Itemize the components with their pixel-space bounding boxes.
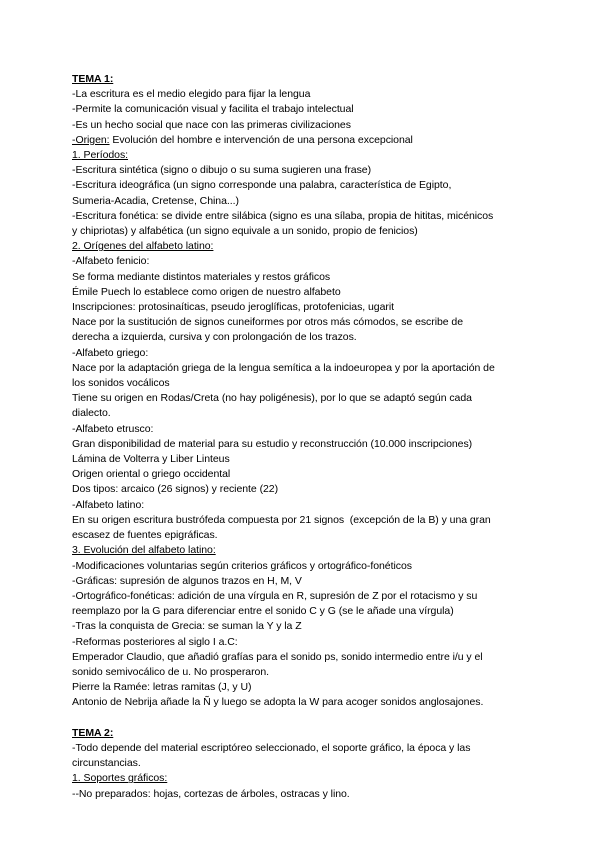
tema1-s2-line-16: Dos tipos: arcaico (26 signos) y reciente (22) [72, 483, 279, 496]
tema1-s3-line-10: Antonio de Nebrija añade la Ñ y luego se adopta la W para acoger sonidos anglosajones. [72, 696, 484, 709]
tema1-s2-line-6: derecha a izquierda, cursiva y con prolongación de los trazos. [72, 331, 357, 344]
tema1-s2-line-4: Inscripciones: protosinaíticas, pseudo jeroglíficas, protofenicias, ugarit [72, 301, 394, 314]
tema1-s1-line-2: -Escritura ideográfica (un signo corresponde una palabra, característica de Egipto, [72, 179, 452, 192]
tema1-s1-line-5: y chipriotas) y alfabética (un signo equivale a un sonido, propio de fenicios) [72, 225, 418, 238]
tema2-title: TEMA 2: [72, 726, 114, 739]
tema1-s3-line-3: -Ortográfico-fonéticas: adición de una vírgula en R, supresión de Z por el rotacismo y su [72, 589, 478, 602]
tema2-section-1-heading: 1. Soportes gráficos: [72, 772, 168, 785]
tema1-origen-line [72, 133, 542, 148]
tema1-s2-line-2: Se forma mediante distintos materiales y restos gráficos [72, 270, 331, 283]
origen-label: -Origen: [72, 133, 110, 146]
tema1-s2-line-14: Lámina de Volterra y Liber Linteus [72, 453, 230, 466]
tema1-s1-line-3: Sumeria-Acadia, Cretense, China...) [72, 194, 239, 207]
blank-line [72, 711, 542, 726]
tema1-intro-line-3: -Es un hecho social que nace con las primeras civilizaciones [72, 118, 351, 131]
tema2-intro-line-1: -Todo depende del material escriptóreo seleccionado, el soporte gráfico, la época y las [72, 741, 471, 754]
tema1-s2-line-8: Nace por la adaptación griega de la lengua semítica a la indoeuropea y por la aportación de [72, 361, 495, 374]
tema1-s3-line-9: Pierre la Ramée: letras ramitas (J, y U) [72, 681, 252, 694]
tema1-s1-line-1: -Escritura sintética (signo o dibujo o su suma sugieren una frase) [72, 164, 372, 177]
tema1-s2-line-10: Tiene su origen en Rodas/Creta (no hay poligénesis), por lo que se adaptó según cada [72, 392, 472, 405]
tema1-s3-line-1: -Modificaciones voluntarias según criterios gráficos y ortográfico-fonéticos [72, 559, 412, 572]
tema1-s2-line-5: Nace por la sustitución de signos cuneiformes por otros más cómodos, se escribe de [72, 316, 464, 329]
tema1-s3-line-5: -Tras la conquista de Grecia: se suman la Y y la Z [72, 620, 302, 633]
tema1-s3-line-7: Emperador Claudio, que añadió grafías para el sonido ps, sonido intermedio entre i/u y el [72, 650, 483, 663]
tema1-s3-line-8: sonido semivocálico de u. No prosperaron. [72, 665, 269, 678]
tema1-title: TEMA 1: [72, 73, 114, 85]
tema1-section-2-heading: 2. Orígenes del alfabeto latino: [72, 240, 214, 253]
tema1-s2-line-3: Émile Puech lo establece como origen de nuestro alfabeto [72, 285, 341, 298]
tema1-s2-line-9: los sonidos vocálicos [72, 377, 170, 390]
tema1-s2-line-18: En su origen escritura bustrófeda compuesta por 21 signos (excepción de la B) y una gran [72, 513, 491, 526]
tema2-s1-line-1: --No preparados: hojas, cortezas de árboles, ostracas y lino. [72, 787, 350, 800]
tema2-intro-line-2: circunstancias. [72, 757, 141, 770]
tema1-intro-line-2: -Permite la comunicación visual y facilita el trabajo intelectual [72, 103, 354, 116]
document-page [72, 72, 542, 802]
tema1-s2-line-13: Gran disponibilidad de material para su estudio y reconstrucción (10.000 inscripciones) [72, 437, 473, 450]
tema1-s1-line-4: -Escritura fonética: se divide entre silábica (signo es una sílaba, propia de hititas, micénicos [72, 209, 494, 222]
tema1-s3-line-6: -Reformas posteriores al siglo I a.C: [72, 635, 238, 648]
tema1-s3-line-2: -Gráficas: supresión de algunos trazos en H, M, V [72, 574, 302, 587]
tema1-s2-line-19: escasez de fuentes epigráficas. [72, 529, 218, 542]
tema1-s2-line-12: -Alfabeto etrusco: [72, 422, 154, 435]
tema1-s2-line-1: -Alfabeto fenicio: [72, 255, 150, 268]
tema1-s3-line-4: reemplazo por la G para diferenciar entre el sonido C y G (se le añade una vírgula) [72, 605, 454, 618]
tema1-s2-line-15: Origen oriental o griego occidental [72, 468, 231, 481]
origen-text: Evolución del hombre e intervención de una persona excepcional [109, 133, 413, 146]
tema1-intro-line-1: -La escritura es el medio elegido para fijar la lengua [72, 88, 311, 101]
tema1-s2-line-11: dialecto. [72, 407, 111, 420]
tema1-section-3-heading: 3. Evolución del alfabeto latino: [72, 544, 216, 557]
tema1-s2-line-17: -Alfabeto latino: [72, 498, 145, 511]
tema1-section-1-heading: 1. Períodos: [72, 149, 129, 162]
tema1-s2-line-7: -Alfabeto griego: [72, 346, 149, 359]
